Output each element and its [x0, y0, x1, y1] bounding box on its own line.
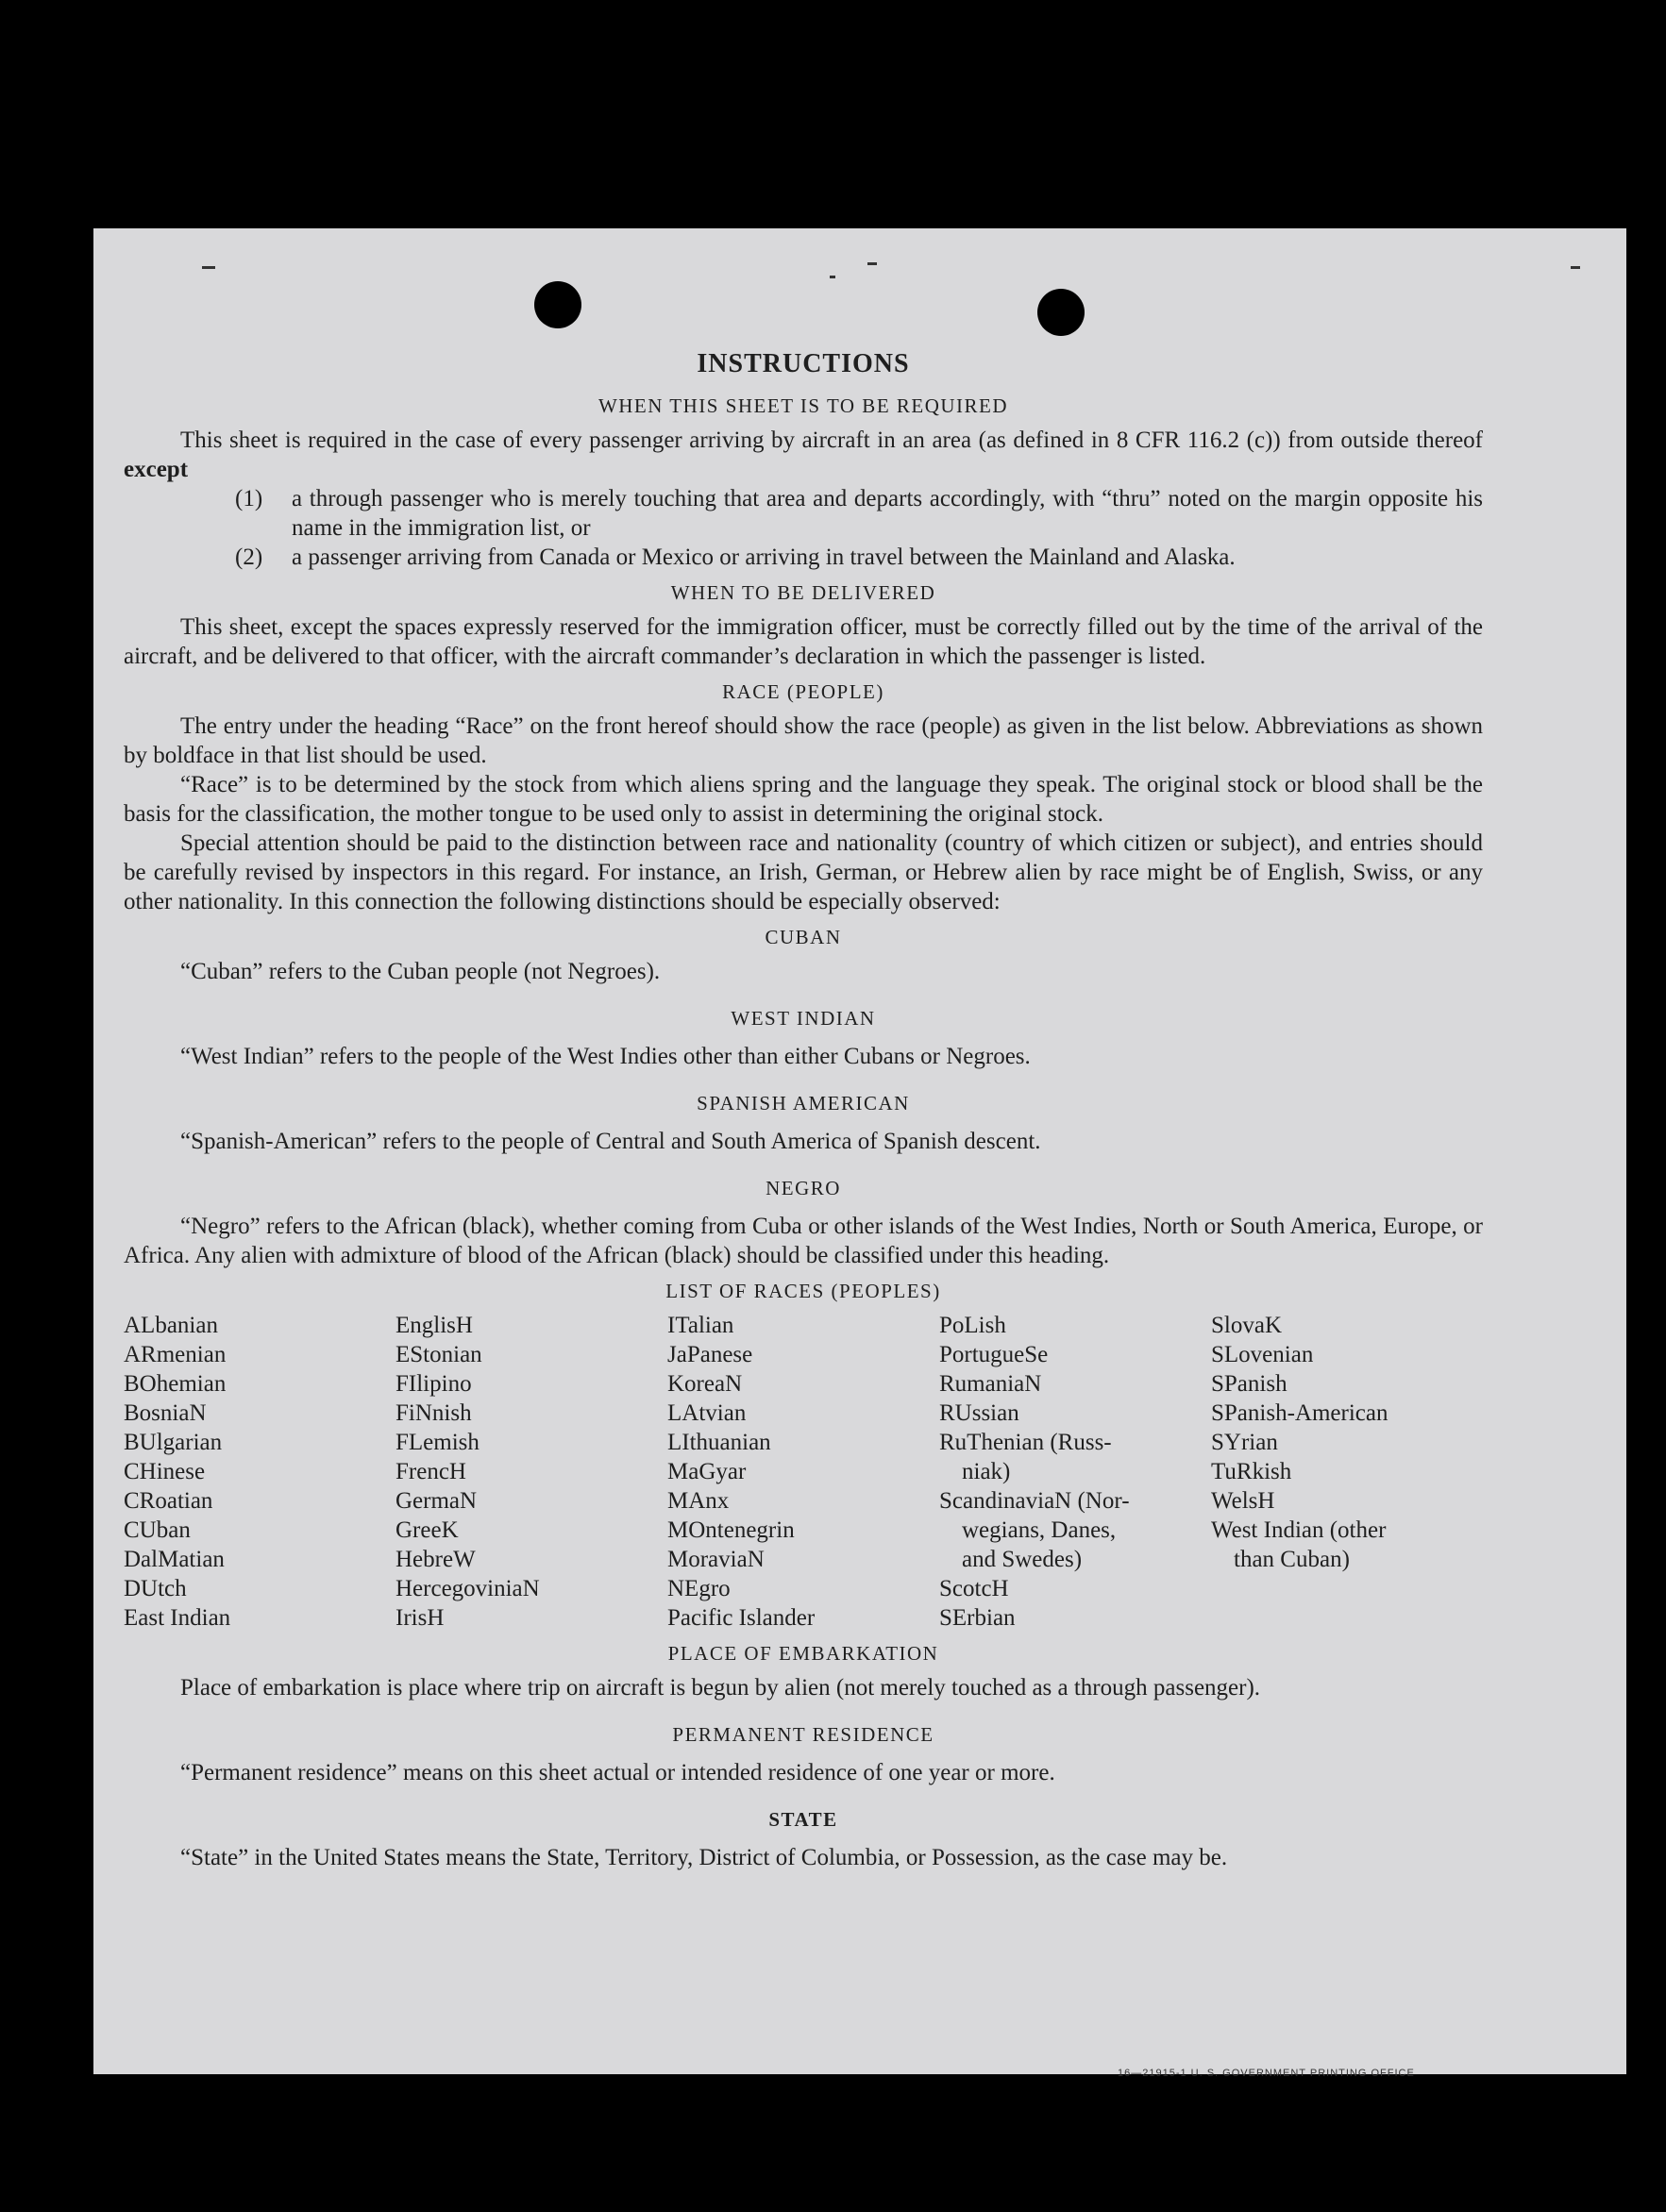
- item-text: a through passenger who is merely touching that area and departs accordingly, with “thru” noted on the margin opposite his name in the immigration list, or: [292, 486, 1483, 541]
- residence-text: “Permanent residence” means on this sheet actual or intended residence of one year or more.: [180, 1760, 1055, 1785]
- punch-hole-right: [1037, 289, 1085, 336]
- race-entry: niak): [962, 1459, 1011, 1484]
- race-entry: KoreaN: [667, 1371, 743, 1397]
- cuban-text: “Cuban” refers to the Cuban people (not Negroes).: [180, 959, 661, 984]
- race-entry: MaGyar: [667, 1459, 747, 1484]
- race-entry: RuThenian (Russ-: [939, 1430, 1112, 1455]
- race-entry: and Swedes): [962, 1547, 1083, 1572]
- race-entry: DalMatian: [124, 1547, 225, 1572]
- race-entry: MOntenegrin: [667, 1517, 795, 1543]
- heading-cuban: CUBAN: [765, 926, 842, 948]
- race-entry: ARmenian: [124, 1342, 227, 1367]
- except-word: except: [124, 457, 189, 482]
- race-entry: FIlipino: [395, 1371, 472, 1397]
- race-entry: EnglisH: [395, 1313, 473, 1338]
- race-entry: SErbian: [939, 1605, 1016, 1631]
- races-column: [939, 1311, 1211, 1633]
- race-entry: MoraviaN: [667, 1547, 765, 1572]
- heading-when-required: WHEN THIS SHEET IS TO BE REQUIRED: [597, 394, 1009, 417]
- race-entry: NEgro: [667, 1576, 731, 1601]
- instructions-content: [124, 349, 1483, 1872]
- race-entry: BUlgarian: [124, 1430, 223, 1455]
- state-text: “State” in the United States means the State, Territory, District of Columbia, or Possession, as the case may be.: [180, 1845, 1228, 1870]
- heading-race: RACE (PEOPLE): [722, 680, 884, 703]
- race-entry: ScandinaviaN (Nor-: [939, 1488, 1130, 1514]
- when-required-intro: This sheet is required in the case of every passenger arriving by aircraft in an area (as defined in 8 CFR 116.2 (c)) from outside thereof: [180, 427, 1483, 453]
- heading-negro: NEGRO: [766, 1177, 841, 1199]
- race-entry: PoLish: [939, 1313, 1006, 1338]
- race-entry: DUtch: [124, 1576, 187, 1601]
- negro-text: “Negro” refers to the African (black), whether coming from Cuba or other islands of the West Indies, North or South America, Europe, or Africa. Any alien with admixture of blood of the African (black) should be classified under this heading.: [124, 1214, 1483, 1268]
- heading-permanent-residence: PERMANENT RESIDENCE: [672, 1723, 934, 1746]
- race-entry: ITalian: [667, 1313, 734, 1338]
- races-column: [124, 1311, 395, 1633]
- race-entry: BOhemian: [124, 1371, 227, 1397]
- race-entry: MAnx: [667, 1488, 730, 1514]
- race-paragraph-2: “Race” is to be determined by the stock from which aliens spring and the language they speak. The original stock or blood shall be the basis for the classification, the mother tongue to be used only to assist in determining the original stock.: [124, 772, 1483, 827]
- speck: [202, 266, 215, 269]
- race-entry: CHinese: [124, 1459, 206, 1484]
- race-entry: FrencH: [395, 1459, 466, 1484]
- speck: [867, 262, 877, 265]
- race-entry: HebreW: [395, 1547, 476, 1572]
- race-entry: SPanish: [1211, 1371, 1287, 1397]
- item-text: a passenger arriving from Canada or Mexico or arriving in travel between the Mainland and Alaska.: [292, 545, 1236, 570]
- page-title: INSTRUCTIONS: [697, 349, 910, 378]
- item-number: (2): [235, 545, 263, 570]
- race-entry: GermaN: [395, 1488, 478, 1514]
- race-entry: PortugueSe: [939, 1342, 1049, 1367]
- race-entry: CUban: [124, 1517, 191, 1543]
- races-column: [1211, 1311, 1483, 1633]
- race-entry: RumaniaN: [939, 1371, 1042, 1397]
- races-column: [667, 1311, 939, 1633]
- race-entry: TuRkish: [1211, 1459, 1292, 1484]
- race-entry: BosniaN: [124, 1400, 207, 1426]
- item-number: (1): [235, 486, 263, 511]
- heading-list-of-races: LIST OF RACES (PEOPLES): [665, 1280, 941, 1302]
- race-entry: WelsH: [1211, 1488, 1275, 1514]
- exception-item: [124, 543, 1483, 572]
- race-entry: RUssian: [939, 1400, 1019, 1426]
- race-entry: FiNnish: [395, 1400, 472, 1426]
- punch-hole-left: [534, 281, 581, 328]
- spanish-american-text: “Spanish-American” refers to the people of Central and South America of Spanish descent.: [180, 1129, 1041, 1154]
- exception-item: [124, 484, 1483, 543]
- when-delivered-text: This sheet, except the spaces expressly reserved for the immigration officer, must be correctly filled out by the time of the arrival of the aircraft, and be delivered to that officer, with the aircraft commander’s declaration in which the passenger is listed.: [124, 614, 1483, 669]
- race-entry: ALbanian: [124, 1313, 218, 1338]
- race-entry: JaPanese: [667, 1342, 753, 1367]
- west-indian-text: “West Indian” refers to the people of the West Indies other than either Cubans or Negroes.: [180, 1044, 1031, 1069]
- race-entry: wegians, Danes,: [962, 1517, 1117, 1543]
- race-entry: EStonian: [395, 1342, 482, 1367]
- heading-spanish-american: SPANISH AMERICAN: [697, 1092, 910, 1114]
- speck: [1571, 266, 1580, 269]
- race-entry: SlovaK: [1211, 1313, 1282, 1338]
- races-list: [124, 1311, 1483, 1633]
- race-entry: SPanish-American: [1211, 1400, 1388, 1426]
- race-entry: Pacific Islander: [667, 1605, 816, 1631]
- heading-west-indian: WEST INDIAN: [731, 1007, 876, 1030]
- race-entry: LAtvian: [667, 1400, 747, 1426]
- speck: [830, 276, 835, 278]
- heading-embarkation: PLACE OF EMBARKATION: [667, 1642, 939, 1665]
- heading-state: STATE: [768, 1808, 838, 1831]
- when-required-text: [124, 426, 1483, 484]
- embarkation-text: Place of embarkation is place where trip on aircraft is begun by alien (not merely touched as a through passenger).: [180, 1675, 1261, 1701]
- heading-when-delivered: WHEN TO BE DELIVERED: [670, 581, 936, 604]
- race-entry: SYrian: [1211, 1430, 1278, 1455]
- race-entry: LIthuanian: [667, 1430, 771, 1455]
- race-paragraph-1: The entry under the heading “Race” on the front hereof should show the race (people) as given in the list below. Abbreviations as shown by boldface in that list should be used.: [124, 713, 1483, 768]
- race-entry: HercegoviniaN: [395, 1576, 540, 1601]
- race-entry: than Cuban): [1234, 1547, 1350, 1572]
- race-entry: GreeK: [395, 1517, 459, 1543]
- race-entry: ScotcH: [939, 1576, 1009, 1601]
- race-paragraph-3: Special attention should be paid to the distinction between race and nationality (country of which citizen or subject), and entries should be carefully revised by inspectors in this regard. For instance, an Irish, German, or Hebrew alien by race might be of English, Swiss, or any other nationality. In this connection the following distinctions should be especially observed:: [124, 830, 1483, 914]
- races-column: [395, 1311, 667, 1633]
- race-entry: FLemish: [395, 1430, 480, 1455]
- race-entry: CRoatian: [124, 1488, 213, 1514]
- document-sheet: [93, 228, 1626, 2079]
- race-entry: SLovenian: [1211, 1342, 1314, 1367]
- race-entry: West Indian (other: [1211, 1517, 1387, 1543]
- printing-office-code: 16—21915-1 U. S. GOVERNMENT PRINTING OFFICE: [1118, 2068, 1415, 2079]
- race-entry: East Indian: [124, 1605, 231, 1631]
- race-entry: IrisH: [395, 1605, 445, 1631]
